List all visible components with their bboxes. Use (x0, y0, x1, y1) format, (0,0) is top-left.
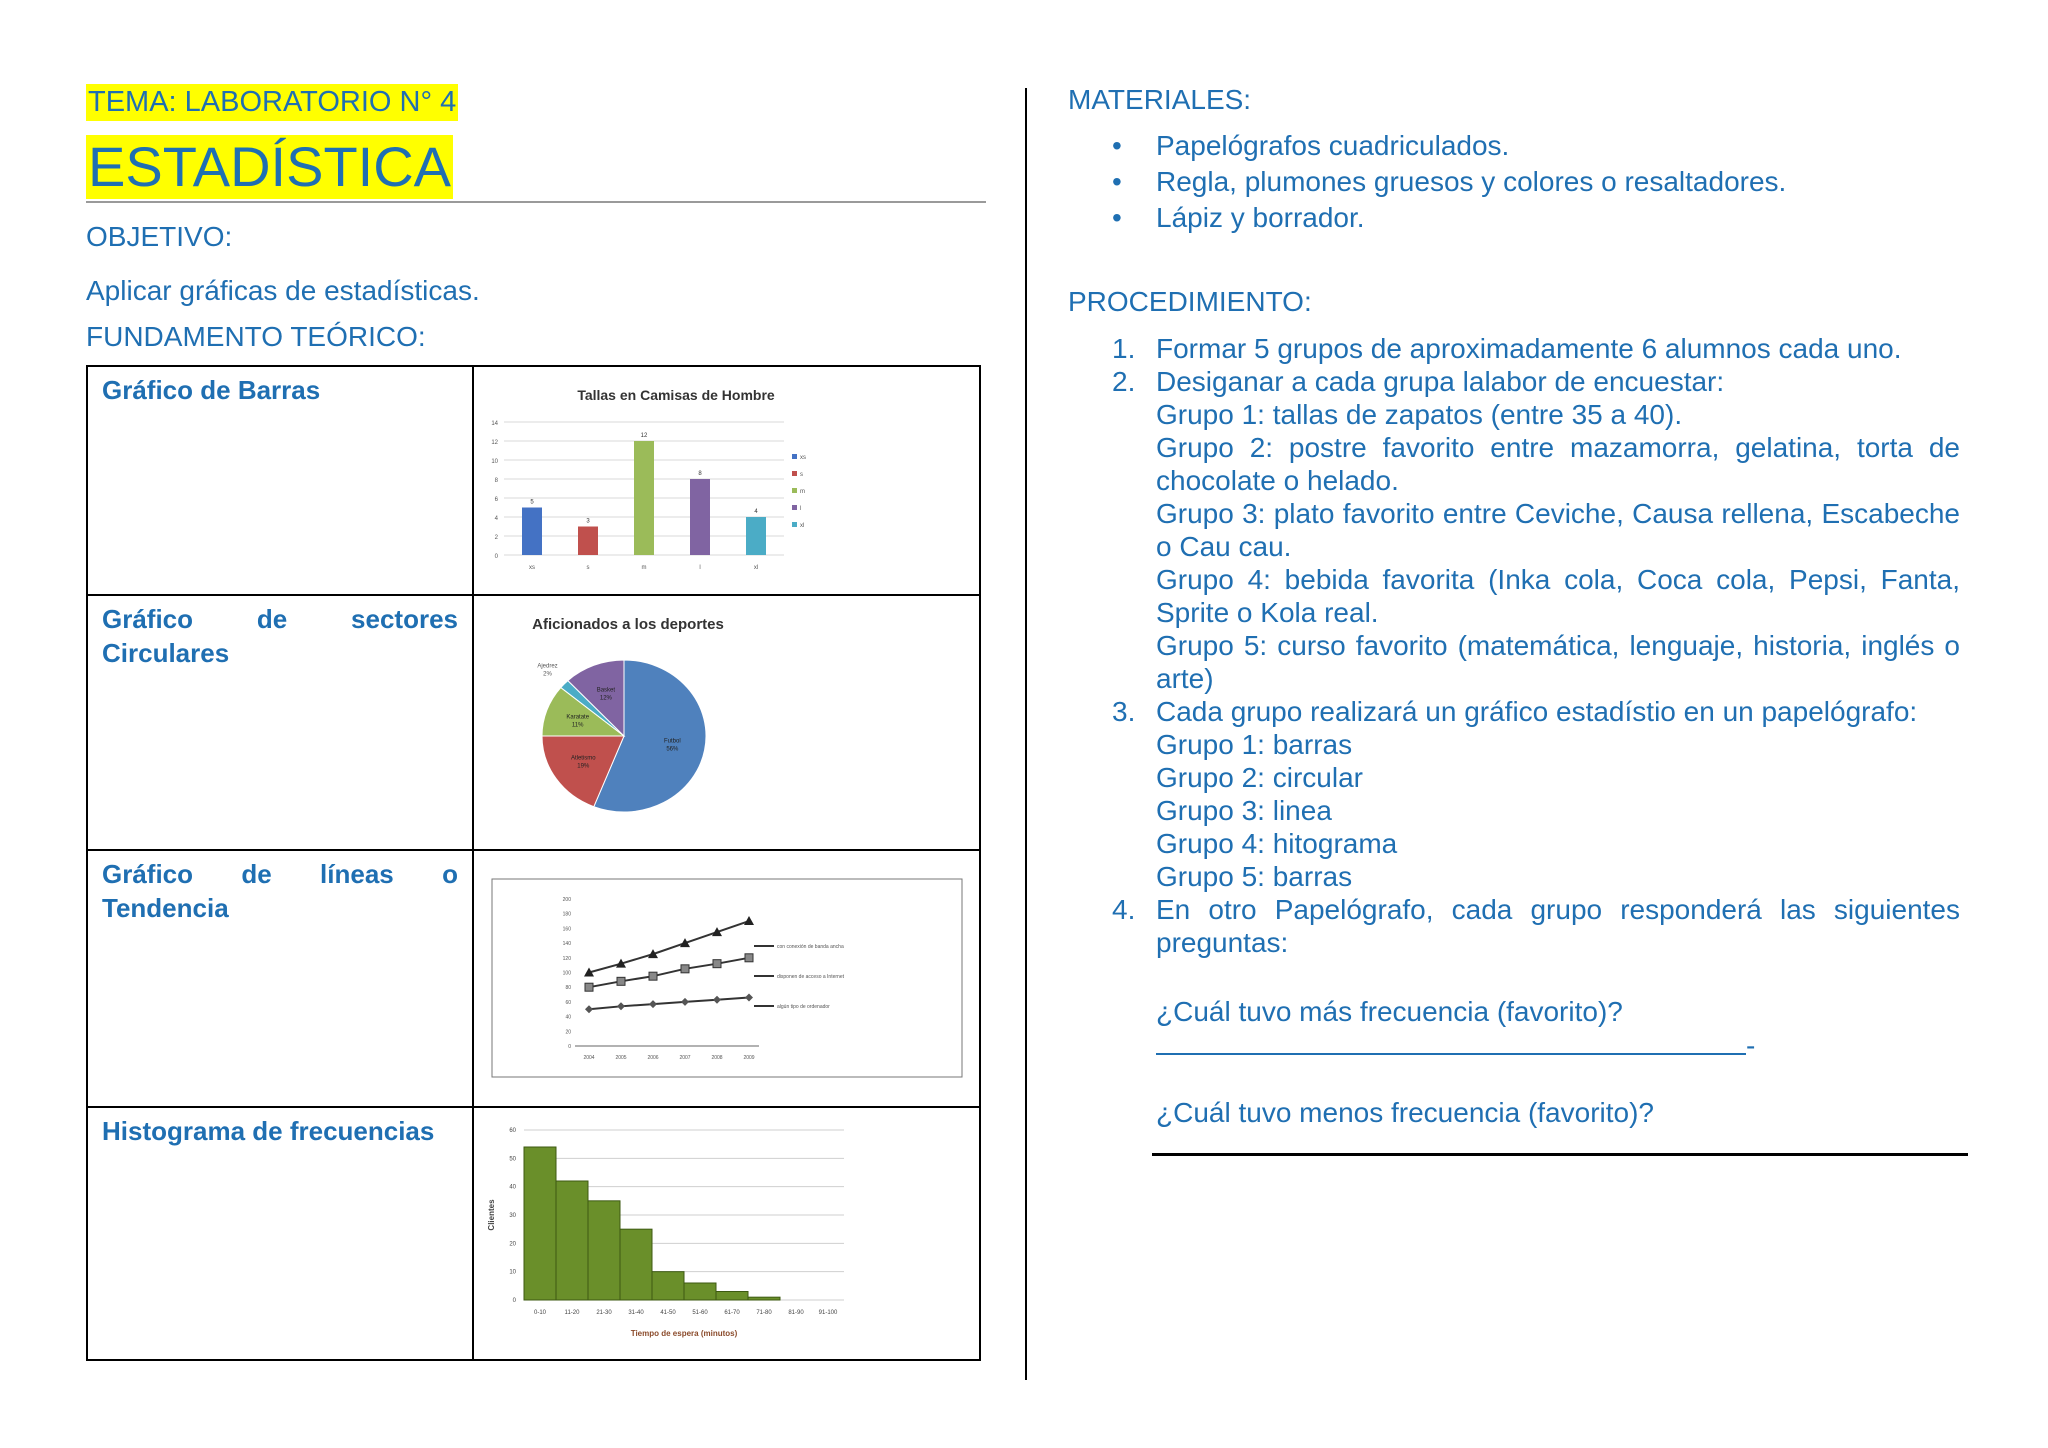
step-2 (1068, 365, 1960, 398)
legend-label: s (800, 472, 803, 478)
y-tick-label: 14 (491, 421, 498, 427)
histogram-bar (588, 1201, 620, 1300)
row-label-word: Gráfico (102, 859, 194, 889)
group-line: Grupo 4: hitograma (1156, 828, 1398, 859)
x-tick-label: 2004 (583, 1055, 595, 1061)
y-tick-label: 12 (491, 440, 498, 446)
data-point (744, 916, 754, 925)
y-tick-label: 60 (565, 999, 571, 1006)
group-line: Grupo 3: linea (1156, 795, 1332, 826)
bar-chart (474, 367, 979, 589)
answer-blank-suffix: - (1746, 1030, 1756, 1061)
legend-label: xs (800, 455, 806, 461)
legend-swatch (792, 522, 797, 527)
table-row (87, 366, 980, 595)
y-tick-label: 180 (562, 911, 571, 918)
left-column (86, 84, 986, 353)
x-tick-label: 31-40 (628, 1310, 644, 1316)
data-point (649, 972, 657, 980)
y-tick-label: 40 (509, 1184, 516, 1191)
pie-chart-cell (473, 595, 980, 850)
y-tick-label: 20 (565, 1029, 571, 1036)
y-tick-label: 60 (509, 1128, 516, 1134)
histogram-bar (524, 1147, 556, 1300)
histogram-cell (473, 1107, 980, 1360)
data-point (713, 996, 721, 1004)
legend-label: disponen de acceso a Internet (777, 974, 844, 980)
data-point (713, 960, 721, 968)
step-1 (1068, 332, 1960, 365)
data-label: 3 (586, 518, 590, 525)
y-tick-label: 4 (494, 516, 498, 522)
list-item: • Regla, plumones gruesos y colores o resaltadores. (1068, 164, 1960, 200)
line-chart (474, 851, 979, 1101)
y-tick-label: 10 (491, 459, 498, 465)
row-label-text: Gráfico de Barras (102, 375, 321, 405)
y-tick-label: 30 (509, 1213, 516, 1219)
legend-label: m (800, 489, 805, 495)
question-2: ¿Cuál tuvo menos frecuencia (favorito)? (1156, 1097, 1654, 1128)
bar (522, 508, 542, 556)
x-tick-label: 2008 (711, 1055, 723, 1061)
data-point (617, 977, 625, 985)
slice-label: Basket (596, 687, 616, 694)
table-row (87, 595, 980, 850)
row-label (87, 366, 473, 595)
histogram-bar (620, 1229, 652, 1300)
y-tick-label: 20 (509, 1241, 516, 1248)
histogram-bar (684, 1283, 716, 1300)
group-line: Grupo 2: circular (1156, 762, 1363, 793)
answer-line-2 (1152, 1129, 1968, 1156)
chart-title: Tallas en Camisas de Hombre (577, 387, 775, 403)
row-label-word: Gráfico (102, 604, 194, 634)
legend-swatch (792, 471, 797, 476)
bar (690, 479, 710, 555)
x-tick-label: 51-60 (692, 1310, 708, 1316)
data-label: 8 (698, 471, 702, 477)
x-tick-label: xl (753, 565, 759, 571)
x-tick-label: 21-30 (596, 1310, 612, 1316)
fundamento-label: FUNDAMENTO TEÓRICO: (86, 321, 426, 352)
step-text: Formar 5 grupos de aproximadamente 6 alumnos cada uno. (1156, 333, 1902, 364)
bar-chart-cell (473, 366, 980, 595)
y-tick-label: 200 (562, 897, 571, 903)
table-row (87, 1107, 980, 1360)
objetivo-label: OBJETIVO: (86, 221, 233, 252)
step-text: Desiganar a cada grupa lalabor de encuestar: (1156, 366, 1725, 397)
row-label-word: de (256, 604, 288, 634)
histogram-bar (556, 1181, 588, 1300)
title-rule (86, 201, 986, 203)
x-tick-label: 91-100 (818, 1310, 838, 1316)
document-title: ESTADÍSTICA (88, 135, 452, 198)
slice-value: 19% (577, 763, 590, 770)
x-tick-label: 41-50 (660, 1310, 676, 1316)
y-tick-label: 40 (565, 1014, 571, 1021)
data-point (745, 954, 753, 962)
data-point (745, 993, 753, 1001)
y-tick-label: 160 (562, 926, 571, 933)
histogram-chart (474, 1108, 979, 1354)
y-tick-label: 8 (494, 478, 498, 484)
series-line (589, 958, 749, 987)
x-tick-label: 81-90 (788, 1310, 804, 1316)
legend-label: con conexión de banda ancha (777, 944, 844, 950)
legend-label: l (800, 506, 802, 512)
series-line (589, 921, 749, 972)
step-text: En otro Papelógrafo, cada grupo responderá las siguientes preguntas: (1156, 894, 1960, 958)
data-point (681, 965, 689, 973)
y-axis-label: Clientes (487, 1199, 496, 1231)
row-label-line2: Circulares (102, 638, 230, 668)
y-tick-label: 10 (509, 1269, 516, 1276)
y-tick-label: 120 (562, 955, 571, 962)
procedimiento-steps (1068, 332, 1960, 959)
slice-value: 56% (666, 746, 679, 753)
x-tick-label: 0-10 (533, 1310, 547, 1316)
objetivo-text: Aplicar gráficas de estadísticas. (86, 275, 480, 306)
step-4 (1068, 893, 1960, 959)
x-tick-label: 61-70 (724, 1310, 740, 1316)
legend-label: algún tipo de ordenador (777, 1004, 830, 1010)
legend-swatch (792, 454, 797, 459)
step-number: 1. (1112, 333, 1136, 364)
x-axis-label: Tiempo de espera (minutos) (630, 1329, 738, 1338)
x-tick-label: 11-20 (564, 1310, 580, 1316)
histogram-bar (652, 1272, 684, 1300)
tema-label: TEMA: LABORATORIO N° 4 (86, 84, 458, 121)
procedimiento-label: PROCEDIMIENTO: (1068, 286, 1312, 317)
list-item: • Papelógrafos cuadriculados. (1068, 128, 1960, 164)
step-3 (1068, 695, 1960, 728)
y-tick-label: 100 (562, 970, 571, 977)
slice-value: 2% (543, 671, 552, 678)
bar (746, 517, 766, 555)
y-tick-label: 2 (494, 535, 498, 541)
legend-swatch (792, 488, 797, 493)
fundamento-table (86, 365, 981, 1361)
answer-blank-1 (1156, 1047, 1746, 1055)
x-tick-label: 2009 (743, 1055, 755, 1061)
pie-chart (474, 596, 979, 844)
x-tick-label: 71-80 (756, 1310, 772, 1316)
step-text: Cada grupo realizará un gráfico estadístio en un papelógrafo: (1156, 696, 1918, 727)
x-tick-label: 2007 (679, 1055, 691, 1061)
materiales-list (1068, 128, 1960, 236)
y-tick-label: 140 (562, 941, 571, 948)
row-label (87, 595, 473, 850)
slice-value: 12% (599, 695, 612, 702)
bar (634, 441, 654, 555)
row-label-line2: Tendencia (102, 893, 229, 923)
plot-frame (492, 879, 962, 1077)
x-tick-label: s (586, 565, 590, 571)
group-line: Grupo 3: plato favorito entre Ceviche, Causa rellena, Escabeche o Cau cau. (1156, 498, 1960, 562)
group-line: Grupo 2: postre favorito entre mazamorra, gelatina, torta de chocolate o helado. (1156, 432, 1960, 496)
x-tick-label: 2005 (615, 1055, 627, 1061)
slice-label: Karatate (566, 714, 590, 721)
data-point (585, 1005, 593, 1013)
row-label-text: Histograma de frecuencias (102, 1116, 435, 1146)
question-1: ¿Cuál tuvo más frecuencia (favorito)? (1156, 996, 1623, 1027)
materiales-label: MATERIALES: (1068, 84, 1252, 115)
step-number: 3. (1112, 696, 1136, 727)
data-point (585, 983, 593, 991)
x-tick-label: 2006 (647, 1055, 659, 1061)
data-point (681, 998, 689, 1006)
row-label-word: o (442, 859, 458, 889)
group-line: Grupo 5: barras (1156, 861, 1353, 892)
x-tick-label: m (641, 565, 647, 571)
right-column (1068, 84, 1960, 1156)
y-tick-label: 0 (568, 1044, 571, 1050)
data-point (649, 1000, 657, 1008)
line-chart-cell (473, 850, 980, 1107)
x-tick-label: l (699, 565, 701, 571)
group-line: Grupo 1: tallas de zapatos (entre 35 a 40). (1156, 399, 1683, 430)
row-label-word: líneas (320, 859, 394, 889)
y-tick-label: 0 (494, 554, 498, 560)
step-number: 4. (1112, 894, 1136, 925)
y-tick-label: 50 (509, 1156, 516, 1163)
chart-title: Aficionados a los deportes (532, 616, 724, 633)
answer-line-1 (1068, 1030, 1960, 1062)
data-label: 12 (640, 433, 648, 439)
data-label: 5 (530, 499, 534, 506)
row-label (87, 1107, 473, 1360)
step-number: 2. (1112, 366, 1136, 397)
list-item: • Lápiz y borrador. (1068, 200, 1960, 236)
legend-swatch (792, 505, 797, 510)
histogram-bar (748, 1297, 780, 1300)
slice-label: Futbol (663, 738, 681, 745)
data-point (617, 1002, 625, 1010)
group-line: Grupo 1: barras (1156, 729, 1353, 760)
row-label-word: de (241, 859, 272, 889)
group-line: Grupo 5: curso favorito (matemática, lenguaje, historia, inglés o arte) (1156, 630, 1960, 694)
bar (578, 527, 598, 556)
x-tick-label: xs (529, 565, 535, 571)
y-tick-label: 0 (512, 1298, 516, 1304)
slice-value: 11% (571, 722, 584, 729)
table-row (87, 850, 980, 1107)
histogram-bar (716, 1292, 748, 1301)
column-divider (1025, 88, 1027, 1380)
group-line: Grupo 4: bebida favorita (Inka cola, Coca cola, Pepsi, Fanta, Sprite o Kola real. (1156, 564, 1960, 628)
row-label-word: sectores (351, 604, 458, 634)
legend-label: xl (800, 523, 805, 529)
y-tick-label: 6 (494, 497, 498, 503)
row-label (87, 850, 473, 1107)
series-line (589, 997, 749, 1009)
y-tick-label: 80 (565, 985, 571, 992)
slice-label: Ajedrez (537, 663, 558, 670)
data-label: 4 (754, 509, 758, 515)
slice-label: Atletismo (570, 755, 596, 762)
